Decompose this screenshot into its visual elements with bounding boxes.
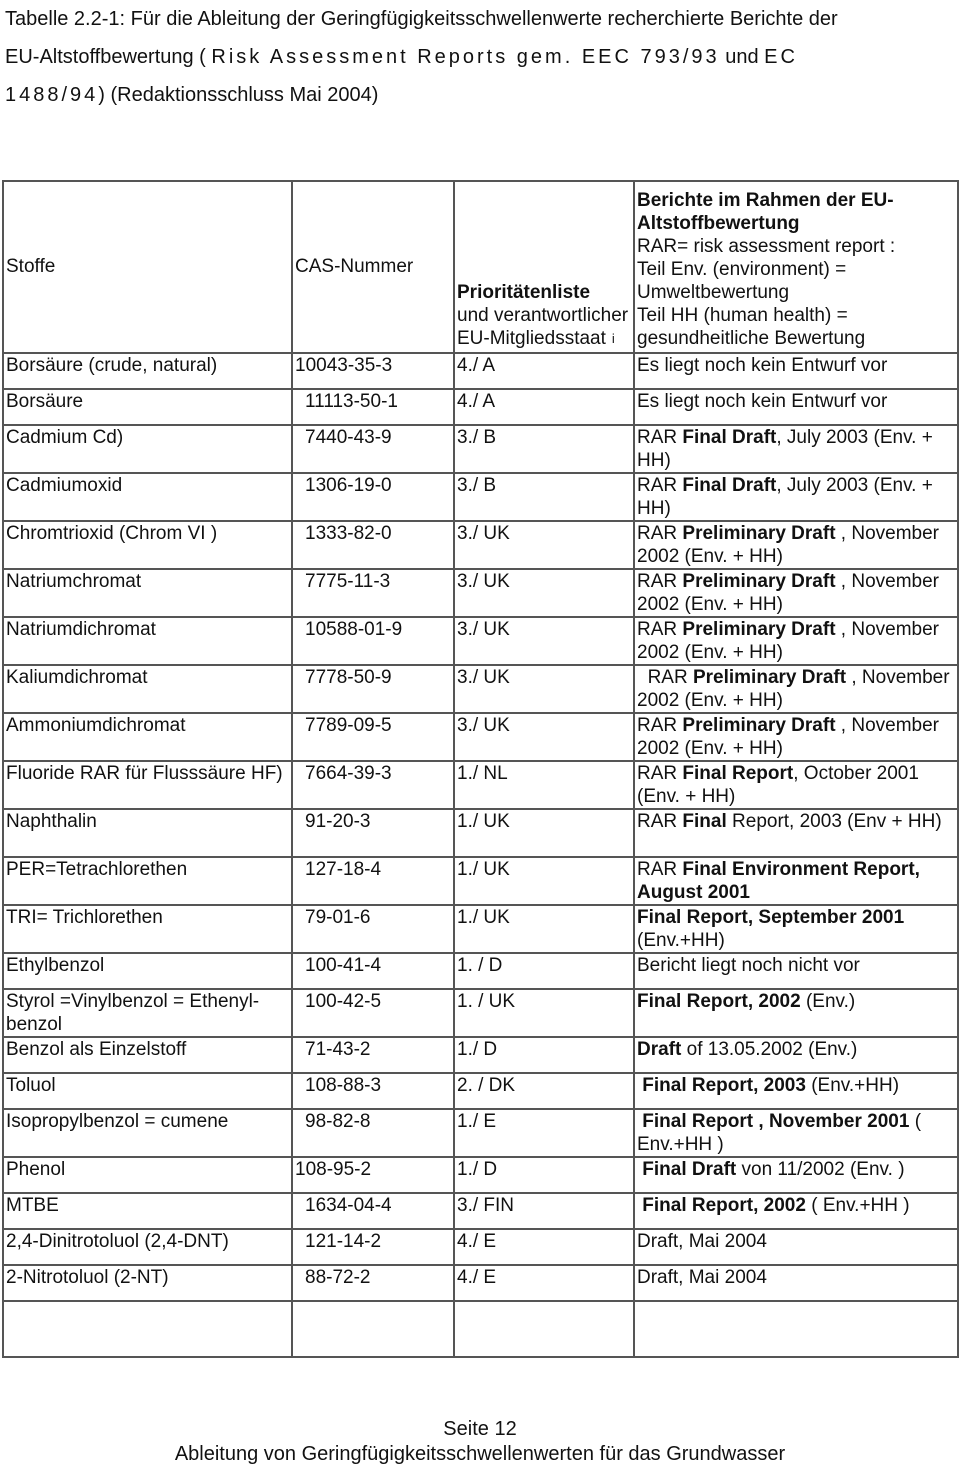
bericht-segment: , October 2001 (Env. + HH) (637, 763, 925, 807)
cell-cas: 127-18-4 (292, 857, 454, 905)
cell-stoff: Toluol (3, 1073, 292, 1109)
cell-prio: 1. / UK (454, 989, 634, 1037)
cell-bericht (634, 473, 958, 521)
cell-cas: 10043-35-3 (292, 353, 454, 389)
bericht-segment: ( Env.+HH ) (805, 1195, 910, 1216)
cell-cas: 1634-04-4 (292, 1193, 454, 1229)
bericht-bold-segment: Final Report, 2003 (642, 1075, 806, 1096)
bericht-segment: RAR (637, 811, 683, 832)
bericht-segment: , November 2002 (Env. + HH) (637, 523, 945, 567)
empty-cell (292, 1301, 454, 1357)
cell-cas: 1333-82-0 (292, 521, 454, 569)
bericht-segment: of 13.05.2002 (Env.) (681, 1039, 858, 1060)
bericht-segment: RAR (637, 763, 683, 784)
bericht-segment: (Env.+HH) (805, 1075, 900, 1096)
bericht-bold-segment: Preliminary Draft (682, 571, 836, 592)
table-row (3, 617, 958, 665)
cell-prio: 3./ UK (454, 665, 634, 713)
bericht-bold-segment: Final Report, 2002 (637, 991, 801, 1012)
bericht-segment: Es liegt noch kein Entwurf vor (637, 391, 888, 412)
header-berichte-line-3: Teil HH (human health) = gesundheitliche Bewertung (637, 305, 866, 349)
table-row (3, 761, 958, 809)
table-row (3, 569, 958, 617)
bericht-bold-segment: Preliminary Draft (682, 523, 836, 544)
bericht-bold-segment: Final Environment Report, August 2001 (637, 859, 925, 903)
caption-line-3b: ) (Redaktionsschluss Mai 2004) (98, 84, 379, 106)
footer-title: Ableitung von Geringfügigkeitsschwellenwerten für das Grundwasser (174, 1443, 786, 1465)
cell-prio: 1./ UK (454, 857, 634, 905)
cell-stoff: MTBE (3, 1193, 292, 1229)
cell-stoff: 2,4-Dinitrotoluol (2,4-DNT) (3, 1229, 292, 1265)
bericht-segment: RAR (637, 427, 683, 448)
cell-prio: 3./ UK (454, 569, 634, 617)
cell-prio: 4./ A (454, 389, 634, 425)
bericht-segment: , July 2003 (Env. + HH) (637, 427, 939, 471)
cell-prio: 1./ D (454, 1037, 634, 1073)
table-row (3, 953, 958, 989)
table-row (3, 1193, 958, 1229)
table-row (3, 1073, 958, 1109)
bericht-segment: RAR (637, 571, 683, 592)
cell-cas: 71-43-2 (292, 1037, 454, 1073)
table-row (3, 473, 958, 521)
cell-bericht (634, 569, 958, 617)
table-row (3, 1157, 958, 1193)
cell-prio: 1./ E (454, 1109, 634, 1157)
cell-stoff: Phenol (3, 1157, 292, 1193)
header-cas: CAS-Nummer (292, 181, 454, 353)
cell-stoff: Styrol =Vinylbenzol = Ethenyl-benzol (3, 989, 292, 1037)
cell-stoff: Benzol als Einzelstoff (3, 1037, 292, 1073)
cell-stoff: Natriumdichromat (3, 617, 292, 665)
cell-cas: 108-88-3 (292, 1073, 454, 1109)
table-row (3, 425, 958, 473)
bericht-segment: (Env.) (800, 991, 856, 1012)
table-row (3, 353, 958, 389)
cell-cas: 7664-39-3 (292, 761, 454, 809)
cell-bericht (634, 1229, 958, 1265)
cell-prio: 3./ UK (454, 521, 634, 569)
bericht-bold-segment: Final Report , November 2001 (642, 1111, 910, 1132)
bericht-bold-segment: Final (682, 811, 727, 832)
header-berichte-line-2: Teil Env. (environment) = Umweltbewertung (637, 259, 847, 303)
cell-bericht (634, 425, 958, 473)
cell-stoff: Borsäure (3, 389, 292, 425)
caption-line-2a: EU-Altstoffbewertung ( (5, 46, 212, 68)
cell-stoff: Ammoniumdichromat (3, 713, 292, 761)
bericht-bold-segment: Final Draft (682, 427, 777, 448)
cell-cas: 10588-01-9 (292, 617, 454, 665)
table-row (3, 665, 958, 713)
bericht-segment: RAR (637, 619, 683, 640)
cell-stoff: 2-Nitrotoluol (2-NT) (3, 1265, 292, 1301)
bericht-segment: RAR (637, 475, 683, 496)
cell-cas: 88-72-2 (292, 1265, 454, 1301)
cell-stoff: Fluoride RAR für Flusssäure HF) (3, 761, 292, 809)
bericht-bold-segment: Preliminary Draft (682, 715, 836, 736)
bericht-bold-segment: Final Draft (682, 475, 777, 496)
cell-bericht (634, 1073, 958, 1109)
bericht-segment: RAR (637, 715, 683, 736)
table-row (3, 713, 958, 761)
cell-cas: 98-82-8 (292, 1109, 454, 1157)
cell-bericht (634, 1193, 958, 1229)
cell-cas: 7789-09-5 (292, 713, 454, 761)
cell-bericht (634, 713, 958, 761)
cell-cas: 79-01-6 (292, 905, 454, 953)
header-stoffe: Stoffe (3, 181, 292, 353)
caption-line-2c: und (719, 46, 765, 68)
cell-bericht (634, 353, 958, 389)
caption-line-2 (5, 38, 955, 76)
cell-stoff: Natriumchromat (3, 569, 292, 617)
bericht-bold-segment: Draft (637, 1039, 682, 1060)
cell-cas: 7440-43-9 (292, 425, 454, 473)
cell-prio: 3./ B (454, 473, 634, 521)
table-row (3, 1037, 958, 1073)
cell-bericht (634, 1037, 958, 1073)
cell-bericht (634, 617, 958, 665)
header-prio-footnote: i (611, 331, 615, 346)
cell-bericht (634, 857, 958, 905)
bericht-segment: RAR (637, 523, 683, 544)
header-berichte-title: Berichte im Rahmen der EU-Altstoffbewertung (637, 190, 894, 234)
table-row (3, 809, 958, 857)
bericht-segment: , November 2002 (Env. + HH) (637, 715, 945, 759)
header-prio-bold: Prioritätenliste (457, 282, 591, 303)
cell-prio: 1./ UK (454, 905, 634, 953)
bericht-segment: (Env.+HH) (637, 907, 910, 951)
header-berichte (634, 181, 958, 353)
cell-cas: 100-41-4 (292, 953, 454, 989)
table-row (3, 1109, 958, 1157)
cell-stoff: Borsäure (crude, natural) (3, 353, 292, 389)
table-body (3, 353, 958, 1357)
cell-prio: 3./ B (454, 425, 634, 473)
table-header-row (3, 181, 958, 353)
bericht-bold-segment: Final Report, 2002 (642, 1195, 806, 1216)
table-row (3, 389, 958, 425)
table-caption (5, 0, 955, 114)
bericht-segment: Draft, Mai 2004 (637, 1267, 767, 1288)
table-empty-row (3, 1301, 958, 1357)
cell-cas: 108-95-2 (292, 1157, 454, 1193)
table-row (3, 1229, 958, 1265)
bericht-segment: ( Env.+HH ) (637, 1111, 927, 1155)
cell-bericht (634, 905, 958, 953)
cell-cas: 7775-11-3 (292, 569, 454, 617)
cell-stoff: Chromtrioxid (Chrom VI ) (3, 521, 292, 569)
bericht-bold-segment: Final Report (682, 763, 794, 784)
cell-stoff: Kaliumdichromat (3, 665, 292, 713)
caption-line-1: Tabelle 2.2-1: Für die Ableitung der Geringfügigkeitsschwellenwerte recherchierte Berichte der (5, 8, 838, 30)
bericht-segment: , November 2002 (Env. + HH) (637, 667, 955, 711)
cell-stoff: Cadmiumoxid (3, 473, 292, 521)
caption-line-3 (5, 76, 955, 114)
bericht-bold-segment: Final Report, September 2001 (637, 907, 905, 928)
bericht-bold-segment: Preliminary Draft (692, 667, 847, 688)
empty-cell (454, 1301, 634, 1357)
cell-prio: 1./ UK (454, 809, 634, 857)
cell-bericht (634, 809, 958, 857)
cell-cas: 1306-19-0 (292, 473, 454, 521)
bericht-segment: Report, 2003 (Env + HH) (726, 811, 942, 832)
bericht-bold-segment: Preliminary Draft (682, 619, 836, 640)
cell-bericht (634, 389, 958, 425)
cell-bericht (634, 1157, 958, 1193)
table-row (3, 857, 958, 905)
header-prio (454, 181, 634, 353)
bericht-segment: RAR (637, 667, 693, 688)
bericht-segment: von 11/2002 (Env. ) (736, 1159, 905, 1180)
cell-prio: 1./ D (454, 1157, 634, 1193)
cell-prio: 3./ UK (454, 617, 634, 665)
cell-bericht (634, 953, 958, 989)
table-row (3, 1265, 958, 1301)
cell-cas: 91-20-3 (292, 809, 454, 857)
cell-stoff: TRI= Trichlorethen (3, 905, 292, 953)
cell-cas: 121-14-2 (292, 1229, 454, 1265)
caption-line-2b: Risk Assessment Reports gem. EEC 793/93 (211, 46, 720, 68)
cell-bericht (634, 1109, 958, 1157)
report-table (2, 180, 959, 1358)
cell-cas: 11113-50-1 (292, 389, 454, 425)
caption-line-3a: 1488/94 (5, 84, 99, 106)
header-prio-rest: und verantwortlicher EU-Mitgliedsstaat (457, 305, 629, 349)
bericht-segment: Draft, Mai 2004 (637, 1231, 767, 1252)
cell-stoff: Cadmium Cd) (3, 425, 292, 473)
cell-stoff: Naphthalin (3, 809, 292, 857)
cell-cas: 7778-50-9 (292, 665, 454, 713)
cell-prio: 2. / DK (454, 1073, 634, 1109)
cell-prio: 3./ FIN (454, 1193, 634, 1229)
empty-cell (3, 1301, 292, 1357)
caption-line-2d: EC (764, 46, 798, 68)
bericht-segment: Es liegt noch kein Entwurf vor (637, 355, 888, 376)
table-row (3, 905, 958, 953)
cell-prio: 4./ E (454, 1265, 634, 1301)
cell-bericht (634, 989, 958, 1037)
cell-bericht (634, 665, 958, 713)
bericht-segment: RAR (637, 859, 683, 880)
bericht-segment: , July 2003 (Env. + HH) (637, 475, 939, 519)
table-row (3, 521, 958, 569)
cell-stoff: PER=Tetrachlorethen (3, 857, 292, 905)
cell-bericht (634, 521, 958, 569)
bericht-segment: , November 2002 (Env. + HH) (637, 619, 945, 663)
cell-prio: 3./ UK (454, 713, 634, 761)
cell-stoff: Isopropylbenzol = cumene (3, 1109, 292, 1157)
empty-cell (634, 1301, 958, 1357)
page-number: Seite 12 (443, 1418, 517, 1440)
cell-prio: 4./ A (454, 353, 634, 389)
cell-bericht (634, 1265, 958, 1301)
table-row (3, 989, 958, 1037)
bericht-segment: Bericht liegt noch nicht vor (637, 955, 860, 976)
header-berichte-line-1: RAR= risk assessment report : (637, 236, 896, 257)
bericht-segment: , November 2002 (Env. + HH) (637, 571, 945, 615)
cell-stoff: Ethylbenzol (3, 953, 292, 989)
cell-prio: 4./ E (454, 1229, 634, 1265)
bericht-bold-segment: Final Draft (642, 1159, 737, 1180)
cell-cas: 100-42-5 (292, 989, 454, 1037)
cell-prio: 1. / D (454, 953, 634, 989)
cell-bericht (634, 761, 958, 809)
cell-prio: 1./ NL (454, 761, 634, 809)
